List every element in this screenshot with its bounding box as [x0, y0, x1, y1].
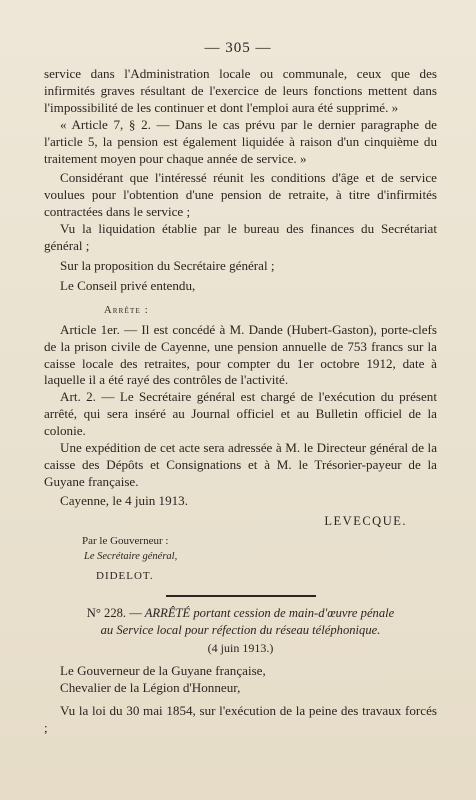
paragraph: service dans l'Administration locale ou communale, ceux que des infirmités graves résultant de l'exercice de leurs fonctions mettent dans l'impossibilité de les continuer et dont l'emploi aura été supprimé. » — [44, 66, 437, 115]
paragraph: Sur la proposition du Secrétaire général ; — [60, 257, 275, 273]
paragraph: Article 1er. — Il est concédé à M. Dande (Hubert-Gaston), porte-clefs de la prison civile de Cayenne, une pension annuelle de 753 francs sur la caisse locale des retraites, pour compter du 1er octobre 1912, date à laquelle il a été rayé des contrôles de l'activité. — [44, 321, 437, 388]
governor-line: Le Gouverneur de la Guyane française, — [60, 663, 266, 679]
secretary-name: DIDELOT. — [96, 570, 154, 583]
arrete-heading: Arrête : — [104, 304, 149, 316]
page-number: — 305 — — [204, 40, 272, 56]
paragraph: Vu la loi du 30 mai 1854, sur l'exécution de la peine des travaux forcés ; — [44, 703, 437, 735]
document-body — [44, 66, 437, 737]
decree-date: (4 juin 1913.) — [207, 641, 274, 656]
paragraph: Le Conseil privé entendu, — [60, 277, 196, 293]
secretary-line: Le Secrétaire général, — [84, 551, 178, 563]
paragraph: Une expédition de cet acte sera adressée à M. le Directeur général de la caisse des Dépôts et Consignations et à M. le Trésorier-payeur de la Guyane française. — [44, 440, 437, 489]
decree-title — [44, 605, 437, 622]
paragraph: « Article 7, § 2. — Dans le cas prévu par le dernier paragraphe de l'article 5, la pension est également liquidée à raison d'un cinquième du traitement moyen pour chaque année de service. » — [44, 116, 437, 166]
by-line: Par le Gouverneur : — [82, 534, 169, 547]
legion-line: Chevalier de la Légion d'Honneur, — [60, 680, 241, 696]
section-divider — [166, 595, 316, 597]
decree-title-line-1: ARRÊTÉ portant cession de main-d'œuvre pénale — [144, 606, 395, 621]
paragraph: Considérant que l'intéressé réunit les conditions d'âge et de service voulues pour l'obtention d'une pension de retraite, à titre d'infirmités contractées dans le service ; — [44, 170, 437, 220]
signature: LEVECQUE. — [324, 513, 407, 528]
decree-title-line-2: au Service local pour réfection du réseau téléphonique. — [100, 622, 381, 637]
paragraph: Vu la liquidation établie par le bureau des finances du Secrétariat général ; — [44, 221, 437, 254]
decree-number: N° 228. — — [86, 606, 142, 621]
date-line: Cayenne, le 4 juin 1913. — [60, 492, 189, 508]
paragraph: Art. 2. — Le Secrétaire général est chargé de l'exécution du présent arrêté, qui sera inséré au Journal officiel et au Bulletin officiel de la colonie. — [44, 389, 437, 439]
